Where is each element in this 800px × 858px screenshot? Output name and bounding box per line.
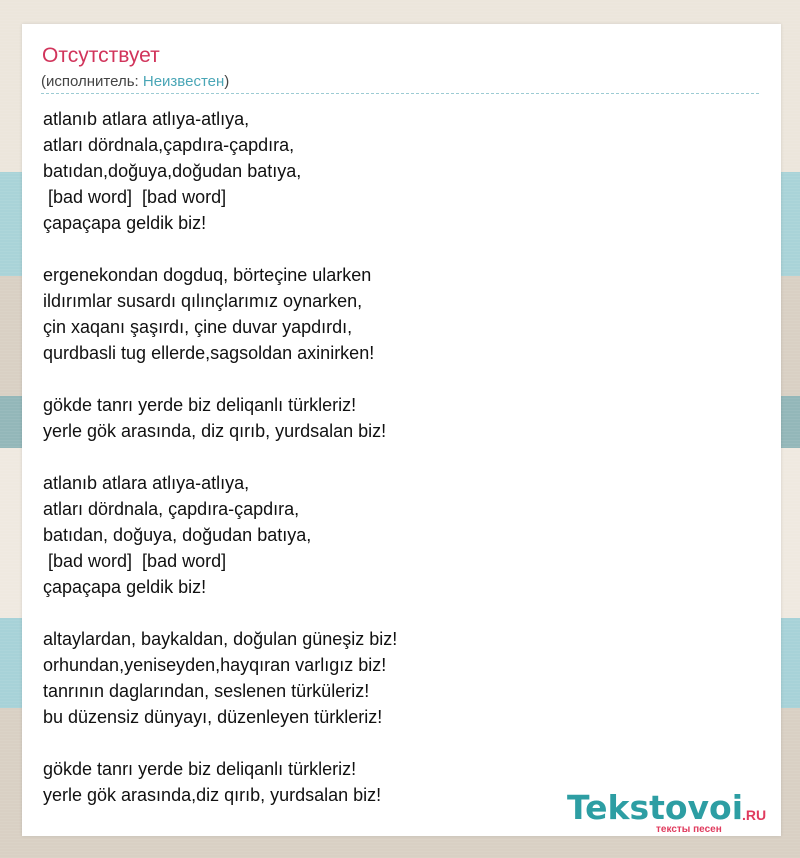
site-logo[interactable] (567, 790, 777, 836)
lyric-line: atlanıb atlara atlıya-atlıya, (43, 473, 250, 493)
lyric-line: gökde tanrı yerde biz deliqanlı türkleriz! (43, 395, 357, 415)
artist-link[interactable]: Неизвестен (142, 73, 225, 90)
lyric-line: çapaçapa geldik biz! (43, 577, 207, 597)
artist-line (41, 73, 229, 91)
stanza-break (43, 730, 397, 756)
lyric-line: çapaçapa geldik biz! (43, 213, 207, 233)
logo-tld: .RU (742, 807, 767, 823)
stanza-break (43, 366, 397, 392)
song-title: Отсутствует (42, 44, 160, 67)
lyric-line: batıdan, doğuya, doğudan batıya, (43, 525, 312, 545)
logo-tagline: тексты песен (656, 824, 722, 835)
lyric-line: gökde tanrı yerde biz deliqanlı türkleriz! (43, 759, 357, 779)
lyric-line: yerle gök arasında,diz qırıb, yurdsalan biz! (43, 785, 382, 805)
lyric-line: atları dördnala, çapdıra-çapdıra, (43, 499, 300, 519)
lyric-line: ergenekondan dogduq, börteçine ularken (43, 265, 372, 285)
lyric-line: batıdan,doğuya,doğudan batıya, (43, 161, 302, 181)
lyric-line: orhundan,yeniseyden,hayqıran varlıgız biz! (43, 655, 387, 675)
lyric-line: [bad word] [bad word] (43, 551, 227, 571)
lyric-line: tanrının daglarından, seslenen türküleriz! (43, 681, 370, 701)
lyric-line: çin xaqanı şaşırdı, çine duvar yapdırdı, (43, 317, 353, 337)
lyric-line: altaylardan, baykaldan, doğulan güneşiz biz! (43, 629, 398, 649)
stanza-break (43, 236, 397, 262)
lyrics-card (22, 24, 781, 836)
lyric-line: qurdbasli tug ellerde,sagsoldan axinirken! (43, 343, 375, 363)
artist-suffix: ) (224, 73, 230, 90)
lyric-line: ildırımlar susardı qılınçlarımız oynarken, (43, 291, 363, 311)
artist-prefix: (исполнитель: (41, 73, 143, 90)
lyric-line: atları dördnala,çapdıra-çapdıra, (43, 135, 295, 155)
logo-wordmark: Tekstovoi (567, 788, 744, 827)
header-divider (41, 93, 759, 94)
stanza-break (43, 444, 397, 470)
lyric-line: [bad word] [bad word] (43, 187, 227, 207)
lyric-line: atlanıb atlara atlıya-atlıya, (43, 109, 250, 129)
stanza-break (43, 600, 397, 626)
lyrics-text (43, 106, 397, 808)
lyric-line: bu düzensiz dünyayı, düzenleyen türkleriz! (43, 707, 383, 727)
lyric-line: yerle gök arasında, diz qırıb, yurdsalan biz! (43, 421, 387, 441)
